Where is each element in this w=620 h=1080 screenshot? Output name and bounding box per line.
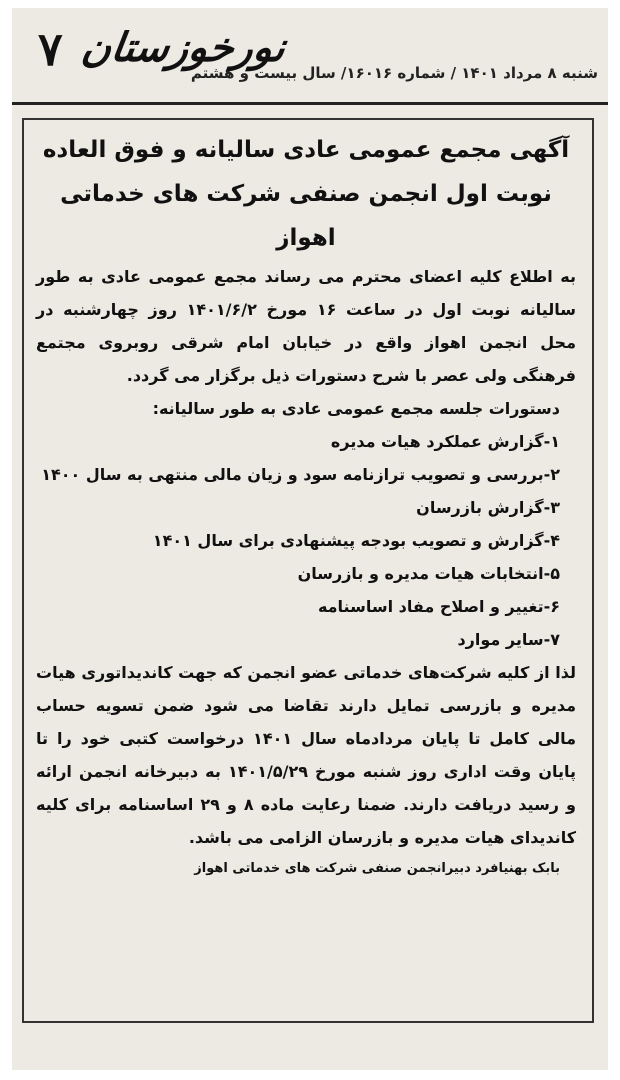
agenda-heading: دستورات جلسه مجمع عمومی عادی به طور سالیانه: <box>152 399 560 418</box>
page-number: ۷ <box>38 22 63 76</box>
notice-title-line-1: آگهی مجمع عمومی عادی سالیانه و فوق العاده <box>42 137 570 163</box>
notice-box <box>22 118 594 1023</box>
agenda-list <box>36 425 576 656</box>
notice-title-line-2: نوبت اول انجمن صنفی شرکت های خدماتی اهواز <box>60 181 552 251</box>
agenda-item: ۲-بررسی و تصویب ترازنامه سود و زیان مالی منتهی به سال ۱۴۰۰ <box>41 465 560 484</box>
notice-signature: بابک بهنیافرد دبیرانجمن صنفی شرکت های خدماتی اهواز <box>194 861 560 876</box>
newspaper-logo: نورخوزستان <box>78 24 289 71</box>
issue-info: شنبه ۸ مرداد ۱۴۰۱ / شماره ۱۶۰۱۶/ سال بیست و هشتم <box>190 64 598 82</box>
agenda-item: ۱-گزارش عملکرد هیات مدیره <box>330 432 560 451</box>
agenda-item: ۶-تغییر و اصلاح مفاد اساسنامه <box>317 597 560 616</box>
newspaper-clipping <box>12 8 608 1070</box>
notice-intro: به اطلاع کلیه اعضای محترم می رساند مجمع عمومی عادی به طور سالیانه نوبت اول در ساعت ۱۶ مورخ ۱۴۰۱/۶/۲ روز چهارشنبه در محل انجمن اهواز واقع در خیابان امام شرقی روبروی مجتمع فرهنگی ولی عصر با شرح دستورات ذیل برگزار می گردد. <box>36 267 576 385</box>
notice-closing: لذا از کلیه شرکت‌های خدماتی عضو انجمن که جهت کاندیداتوری هیات مدیره و بازرسی تمایل دارند تقاضا می شود ضمن تسویه حساب مالی کامل تا پایان مردادماه سال ۱۴۰۱ درخواست کتبی خود را تا پایان وقت اداری روز شنبه مورخ ۱۴۰۱/۵/۲۹ به دبیرخانه انجمن ارائه و رسید دریافت دارند. ضمنا رعایت ماده ۸ و ۲۹ اساسنامه برای کلیه کاندیدای هیات مدیره و بازرسان الزامی می باشد. <box>36 663 577 847</box>
agenda-item: ۷-سایر موارد <box>457 630 560 649</box>
agenda-item: ۴-گزارش و تصویب بودجه پیشنهادی برای سال ۱۴۰۱ <box>152 531 560 550</box>
agenda-item: ۳-گزارش بازرسان <box>416 498 560 517</box>
agenda-item: ۵-انتخابات هیات مدیره و بازرسان <box>297 564 560 583</box>
masthead <box>12 16 608 102</box>
masthead-divider <box>12 102 608 105</box>
